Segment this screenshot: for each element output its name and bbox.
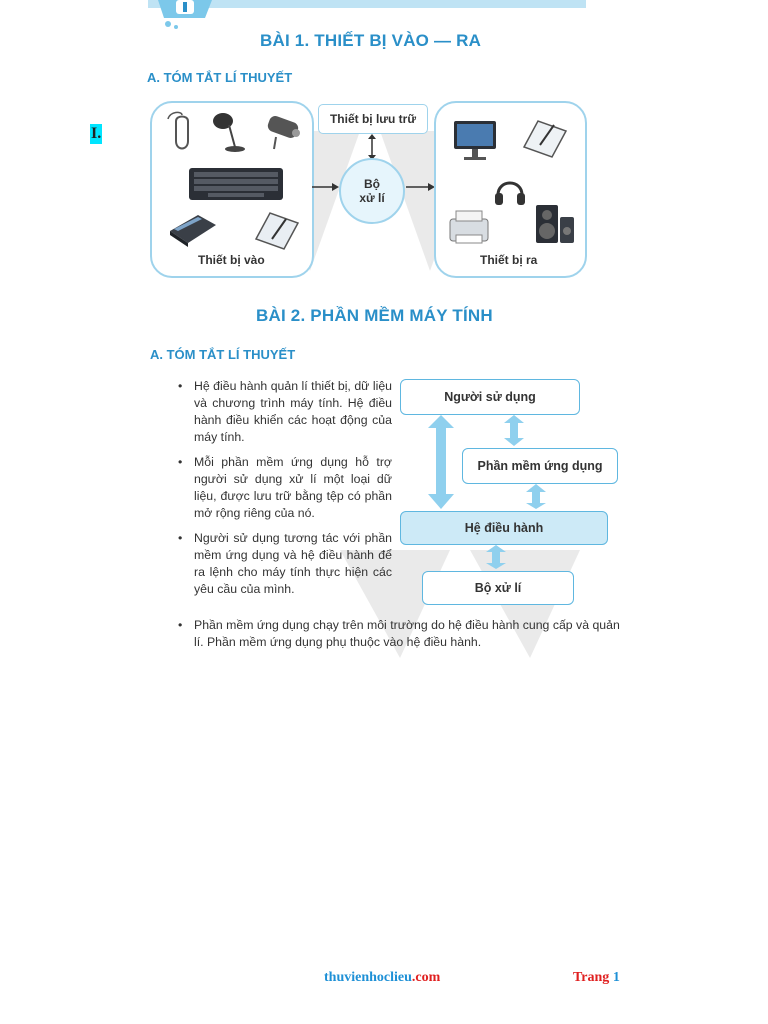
scanner-icon	[166, 209, 218, 249]
drawing-tablet-icon	[252, 209, 300, 251]
footer-site-link[interactable]	[324, 970, 440, 986]
app-software-box: Phần mềm ứng dụng	[462, 448, 618, 484]
cpu-label-line2: xử lí	[359, 191, 385, 205]
output-devices-panel	[434, 101, 587, 278]
lesson2-section-heading: A. TÓM TẮT LÍ THUYẾT	[150, 347, 296, 362]
lesson1-title: BÀI 1. THIẾT BỊ VÀO — RA	[260, 31, 482, 50]
printer-icon	[446, 209, 492, 247]
footer-page-number	[573, 970, 620, 986]
bullet-item: • Mỗi phần mềm ứng dụng hỗ trợ người sử dụng xử lí một loại dữ liệu, được lưu trữ bằng tệp có phần mở rộng riêng của nó.	[176, 454, 392, 522]
speakers-icon	[532, 201, 578, 245]
storage-device-box: Thiết bị lưu trữ	[318, 104, 428, 134]
bullet-item-wide: • Phần mềm ứng dụng chạy trên môi trường do hệ điều hành cung cấp và quản lí. Phần mềm ứng dụng phụ thuộc vào hệ điều hành.	[176, 617, 622, 651]
microphone-icon	[207, 109, 249, 153]
software-layer-diagram	[398, 378, 620, 610]
cpu-circle	[339, 158, 405, 224]
storage-cpu-double-arrow	[364, 133, 380, 161]
monitor-icon	[450, 119, 500, 163]
lesson1-section-heading: A. TÓM TẮT LÍ THUYẾT	[147, 70, 293, 85]
bullet-item: • Hệ điều hành quản lí thiết bị, dữ liệu và chương trình máy tính. Hệ điều hành điều khiển các hoạt động của máy tính.	[176, 378, 392, 446]
footer-page-num: 1	[612, 970, 620, 985]
io-diagram	[150, 101, 587, 279]
output-devices-label: Thiết bị ra	[480, 253, 538, 267]
lesson2-bullet-list	[176, 378, 392, 606]
cpu-box: Bộ xử lí	[422, 571, 574, 605]
footer-site-name: thuvienhoclieu	[324, 970, 412, 985]
keyboard-icon	[188, 167, 284, 201]
layer-arrows	[398, 378, 620, 610]
cpu-to-output-arrow	[404, 181, 436, 193]
mouse-icon	[162, 111, 202, 155]
input-devices-label: Thiết bị vào	[198, 253, 265, 267]
bullet-item: • Người sử dụng tương tác với phần mềm ứng dụng và hệ điều hành để ra lệnh cho máy tính thực hiện các yêu cầu của mình.	[176, 530, 392, 598]
chapter-badge-icon	[150, 0, 220, 30]
input-to-cpu-arrow	[310, 181, 340, 193]
os-box: Hệ điều hành	[400, 511, 608, 545]
footer-site-tld: .com	[411, 970, 441, 985]
section-marker: I.	[91, 125, 102, 142]
user-box: Người sử dụng	[400, 379, 580, 415]
headphones-icon	[492, 173, 528, 209]
webcam-icon	[262, 111, 308, 151]
input-devices-panel	[150, 101, 314, 278]
cpu-label-line1: Bộ	[364, 177, 380, 191]
footer-page-word: Trang	[573, 970, 613, 985]
lesson2-title: BÀI 2. PHẦN MỀM MÁY TÍNH	[256, 306, 493, 325]
pen-tablet-icon	[520, 117, 568, 159]
